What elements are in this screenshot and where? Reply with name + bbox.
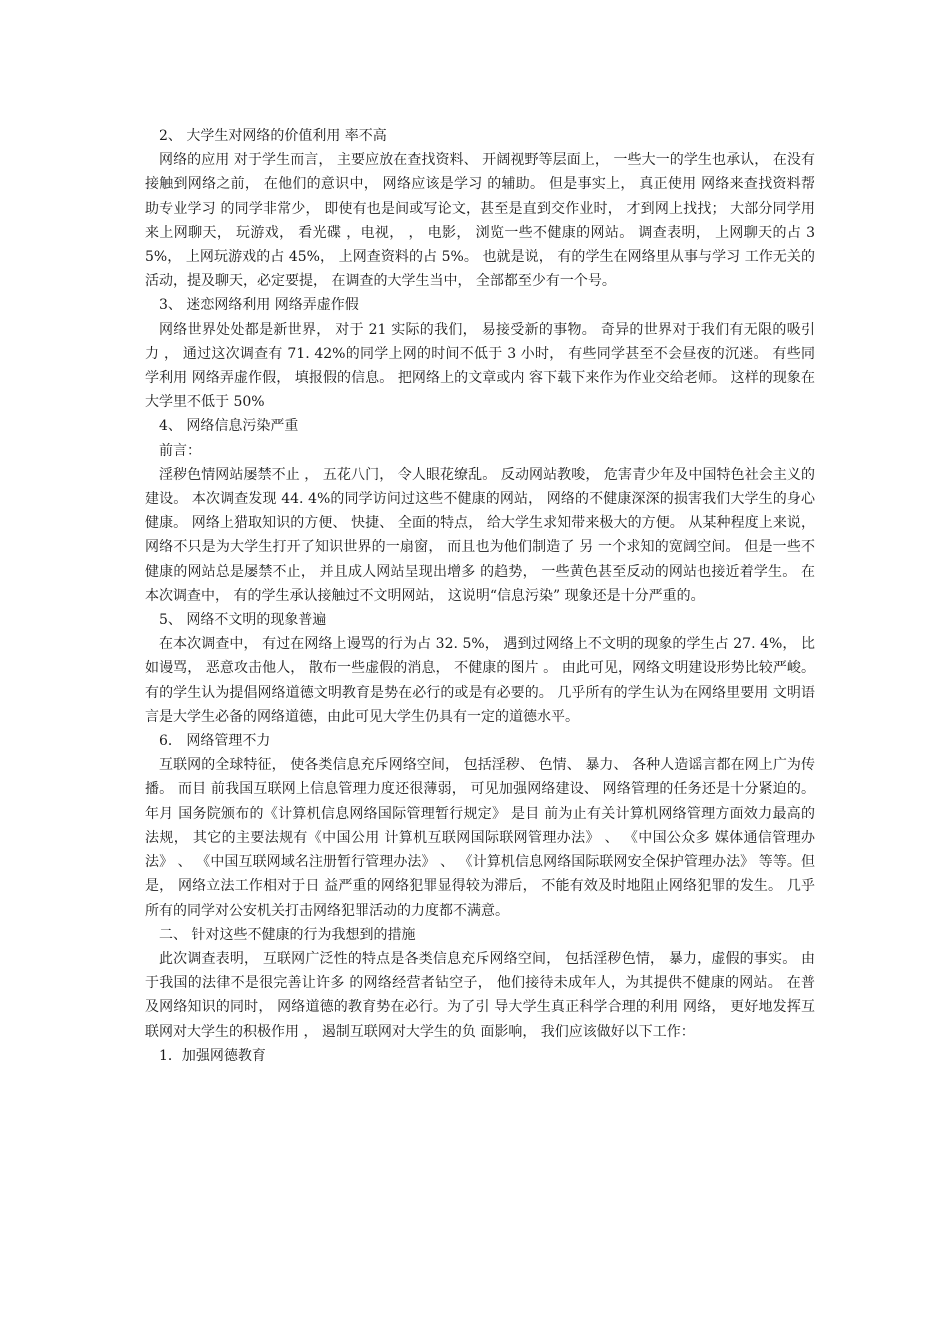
document-body [145,124,815,1068]
section-heading-value-utilization: 2、 大学生对网络的价值利用 率不高 [159,128,387,144]
paragraph-value-utilization: 网络的应用 对于学生而言， 主要应放在查找资料、 开阔视野等层面上， 一些大一的学生也承认， 在没有接触到网络之前， 在他们的意识中， 网络应该是学习 的辅助。 但是事实上， 真正使用 网络来查找资料帮助专业学习 的同学非常少， 即使有也是间或写论文，甚至是直到交作业时， 才到网上找找； 大部分同学用 来上网聊天， 玩游戏， 看光碟 ，电视， ， 电影， 浏览一些不健康的网站。 调查表明， 上网聊天的占 35%， 上网玩游戏的占 45%， 上网查资料的占 5%。 也就是说， 有的学生在网络里从事与学习 工作无关的活动，提及聊天，必定要提， 在调查的大学生当中， 全部都至少有一个号。 [145,152,815,290]
section-heading-measures: 二、 针对这些不健康的行为我想到的措施 [159,926,416,943]
paragraph-weak-management: 互联网的全球特征， 使各类信息充斥网络空间， 包括淫秽、 色情、 暴力、 各种人造谣言都在网上广为传播。 而目 前我国互联网上信息管理力度还很薄弱， 可见加强网络建设、 网络管理的任务还是十分紧迫的。 年月 国务院颁布的《计算机信息网络国际管理暂行规定》 是目 前为止有关计算机网络管理方面效力最高的法规， 其它的主要法规有《中国公用 计算机互联网国际联网管理办法》 、 《中国公众多 媒体通信管理办法》 、 《中国互联网域名注册暂行管理办法》 、 《计算机信息网络国际联网安全保护管理办法》 等等。但是， 网络立法工作相对于日 益严重的网络犯罪显得较为滞后， 不能有效及时地阻止网络犯罪的发生。 几乎所有的同学对公安机关打击网络犯罪活动的力度都不满意。 [145,757,815,919]
section-heading-information-pollution: 4、 网络信息污染严重 [159,418,299,435]
paragraph-internet-addiction: 网络世界处处都是新世界， 对于 21 实际的我们， 易接受新的事物。 奇异的世界对于我们有无限的吸引 力 ， 通过这次调查有 71. 42%的同学上网的时间不低于 3 小时， 有些同学甚至不会昼夜的沉迷。 有些同学利用 网络弄虚作假， 填报假的信息。 把网络上的文章或内 容下载下来作为作业交给老师。 这样的现象在大学里不低于 50% [145,321,815,411]
section-heading-uncivil-behavior: 5、 网络不文明的现象普遍 [159,612,327,629]
section-heading-weak-management: 6． 网络管理不力 [159,733,271,750]
section-heading-internet-addiction: 3、 迷恋网络利用 网络弄虚作假 [159,297,359,314]
section-heading-ethics-education: 1．加强网德教育 [159,1047,266,1064]
paragraph-uncivil-behavior: 在本次调查中， 有过在网络上谩骂的行为占 32. 5%， 遇到过网络上不文明的现象的学生占 27. 4%， 比如谩骂， 恶意攻击他人， 散布一些虚假的消息， 不健康的图片 。 由此可见，网络文明建设形势比较严峻。 有的学生认为提倡网络道德文明教育是势在必行的或是有必要的。 几乎所有的学生认为在网络里要用 文明语言是大学生必备的网络道德，由此可见大学生仍具有一定的道德水平。 [145,636,815,725]
paragraph-measures: 此次调查表明， 互联网广泛性的特点是各类信息充斥网络空间， 包括淫秽色情， 暴力，虚假的事实。 由于我国的法律不是很完善让许多 的网络经营者钻空子， 他们接待未成年人，为其提供不健康的网站。 在普及网络知识的同时， 网络道德的教育势在必行。为了引 导大学生真正科学合理的利用 网络， 更好地发挥互联网对大学生的积极作用 ， 遏制互联网对大学生的负 面影响， 我们应该做好以下工作： [145,950,815,1040]
paragraph-foreword-label: 前言： [159,442,201,459]
paragraph-information-pollution: 淫秽色情网站屡禁不止 ， 五花八门， 令人眼花缭乱。 反动网站教唆， 危害青少年及中国特色社会主义的建设。 本次调查发现 44. 4%的同学访问过这些不健康的网站， 网络的不健康深深的损害我们大学生的身心健康。 网络上猎取知识的方便、 快捷、 全面的特点， 给大学生求知带来极大的方便。 从某种程度上来说， 网络不只是为大学生打开了知识世界的一扇窗， 而且也为他们制造了 另 一个求知的宽阔空间。 但是一些不健康的网站总是屡禁不止， 并且成人网站呈现出增多 的趋势， 一些黄色甚至反动的网站也接近着学生。 在本次调查中， 有的学生承认接触过不文明网站， 这说明“信息污染” 现象还是十分严重的。 [145,466,815,604]
